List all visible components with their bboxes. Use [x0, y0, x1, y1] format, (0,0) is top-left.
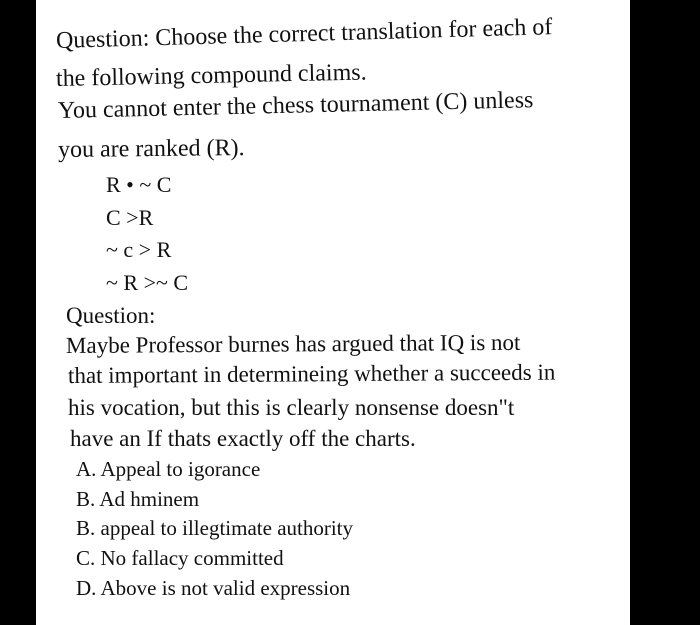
- translation-option-4: ~ R >~ C: [106, 270, 189, 295]
- question2-line-5: have an If thats exactly off the charts.: [70, 426, 416, 451]
- question1-line-2: the following compound claims.: [55, 59, 367, 92]
- question1-line-4: you are ranked (R).: [57, 135, 245, 163]
- answer-choice-c: C. No fallacy committed: [76, 546, 284, 570]
- question2-line-2: Maybe Professor burnes has argued that IQ is not: [65, 329, 521, 358]
- question2-line-1: Question:: [66, 303, 156, 328]
- answer-choice-d: D. Above is not valid expression: [76, 576, 351, 600]
- answer-choice-b: B. Ad hminem: [76, 487, 200, 511]
- question1-line-1: Question: Choose the correct translation for each of: [55, 14, 553, 54]
- translation-option-2: C >R: [106, 205, 154, 230]
- question1-line-3: You cannot enter the chess tournament (C) unless: [57, 87, 534, 124]
- answer-choice-b-2: B. appeal to illegtimate authority: [76, 516, 354, 540]
- answer-choice-a: A. Appeal to igorance: [76, 457, 261, 481]
- translation-option-1: R • ~ C: [106, 172, 172, 197]
- question2-line-3: that important in determineing whether a succeeds in: [67, 359, 556, 388]
- document-page: [36, 0, 630, 625]
- translation-option-3: ~ c > R: [106, 237, 172, 262]
- question2-line-4: his vocation, but this is clearly nonsense doesn"t: [68, 395, 515, 420]
